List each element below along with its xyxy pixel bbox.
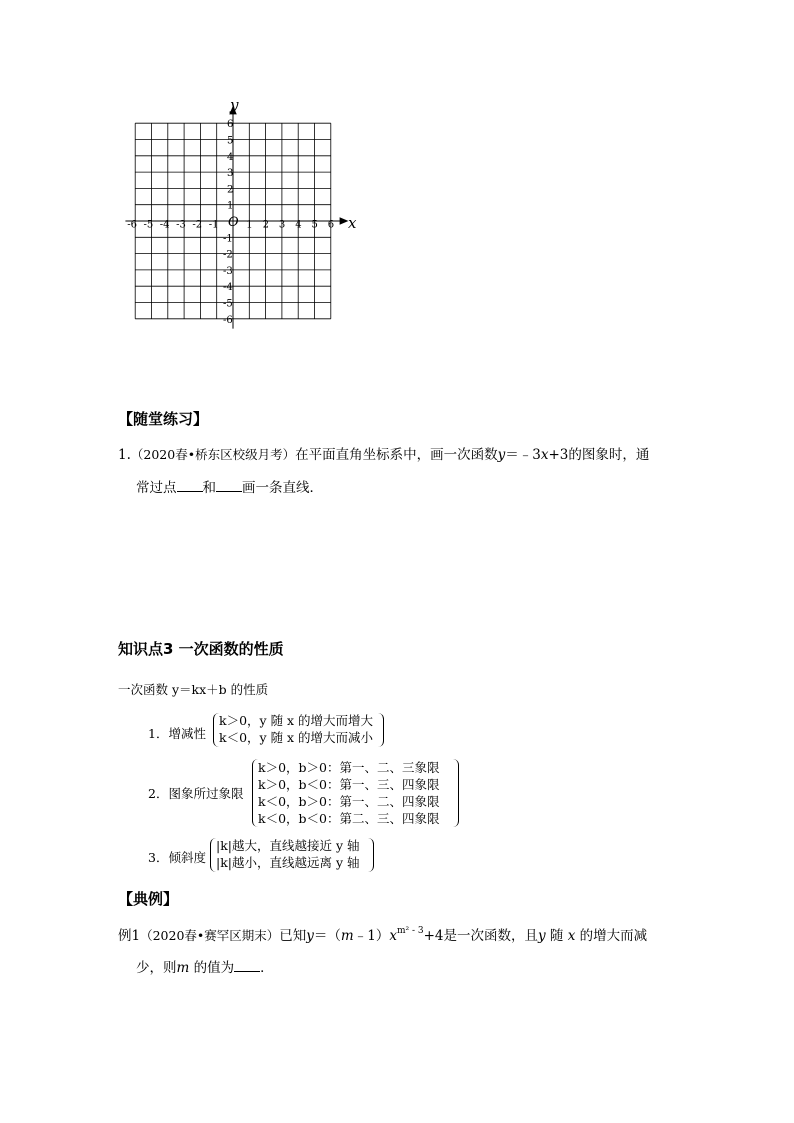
example-t5: 随 [545,928,568,944]
example-heading: 【典例】 [118,890,179,908]
example-t3: ﹣1） [353,928,390,944]
example-x: x [389,928,397,944]
x-tick-label: -1 [208,219,219,231]
x-tick-label: 4 [295,219,302,231]
x-tick-label: 1 [246,219,253,231]
kp3-intro: 一次函数 y＝kx＋b 的性质 [118,682,269,697]
example-x-2: x [567,928,576,944]
example-line2-end: ． [260,960,274,976]
y-tick-label: -3 [223,265,233,277]
example-m: m [340,928,354,944]
x-tick-label: 2 [262,219,269,231]
practice-question-1 [118,445,678,465]
q1-line2-a: 常过点 [136,480,177,496]
example-y-2: y [538,928,546,944]
example-t4: +4是一次函数，且 [423,928,538,944]
p3-row: |k|越大，直线越接近 y 轴 [216,838,360,853]
p1-brace-right [378,713,384,747]
x-tick-label: 3 [278,219,286,231]
p2-label: 2．图象所过象限 [148,786,244,801]
q1-func-tail: +3 [548,447,569,463]
q1-func-y: y [497,447,506,463]
x-tick-label: -4 [159,219,170,231]
p3-label: 3．倾斜度 [148,850,206,865]
example-exponent: m² - 3 [396,926,424,936]
y-tick-label: 5 [227,135,234,147]
p2-rows [258,759,439,827]
p1-rows [219,712,373,746]
example-label: 例1 [118,928,141,944]
example-line2-a: 少，则 [136,960,177,976]
p2-row: k＜0，b＜0：第二、三、四象限 [258,811,440,826]
y-tick-label: -1 [223,233,233,245]
x-tick-label: -6 [127,219,137,231]
x-tick-label: -3 [176,219,186,231]
y-tick-label: 2 [227,184,234,196]
x-axis-label: x [348,214,357,232]
example-source: （2020春•赛罕区期末） [140,928,280,943]
p3-rows [216,837,360,871]
example-t2: ＝（ [313,928,341,944]
q1-number: 1. [118,447,131,463]
q1-text-b: 的图象时，通 [568,447,650,463]
x-tick-label: 6 [327,219,335,231]
x-tick-label: -5 [143,219,154,231]
q1-line2-b: 和 [202,480,216,496]
example-m-2: m [176,960,190,976]
p2-brace-right [453,759,459,827]
q1-func-x: x [540,447,549,463]
coordinate-grid [127,94,370,334]
y-tick-label: -6 [223,314,233,326]
practice-heading: 【随堂练习】 [118,410,209,428]
example-y: y [306,928,314,944]
p1-label: 1．增减性 [148,726,206,741]
example-line2-b: 的值为 [189,960,235,976]
y-tick-label: -5 [223,298,233,310]
q1-line2-c: 画一条直线． [242,480,323,496]
y-tick-label: 4 [227,151,234,163]
answer-blank-1[interactable] [177,479,203,492]
answer-blank-2[interactable] [216,479,242,492]
origin-label: O [228,215,239,230]
p1-row: k＞0，y 随 x 的增大而增大 [219,713,374,728]
example-t1: 已知 [279,928,307,944]
p3-brace-right [368,838,374,872]
x-tick-label: 5 [311,219,318,231]
y-tick-label: -4 [223,282,233,294]
y-tick-label: 6 [227,119,234,131]
y-tick-label: 3 [227,168,234,180]
x-axis-arrow [340,218,347,224]
p3-row: |k|越小，直线越远离 y 轴 [216,855,360,870]
kp3-heading: 知识点3 一次函数的性质 [118,640,284,658]
x-tick-label: -2 [192,219,203,231]
example-1-line2 [136,958,274,978]
example-t6: 的增大而减 [575,928,648,944]
y-tick-label: 1 [227,200,234,212]
p2-row: k＞0，b＞0：第一、二、三象限 [258,760,440,775]
p2-row: k＞0，b＜0：第一、三、四象限 [258,777,440,792]
p2-row: k＜0，b＞0：第一、二、四象限 [258,794,440,809]
q1-source: （2020春•桥东区校级月考） [130,447,296,462]
q1-text-a: 在平面直角坐标系中，画一次函数 [295,447,498,463]
p1-row: k＜0，y 随 x 的增大而减小 [219,730,374,745]
example-1 [118,926,688,948]
y-tick-label: -2 [223,249,233,261]
practice-question-1-line2 [136,478,323,498]
example-answer-blank[interactable] [234,959,260,972]
q1-func-rest: ＝﹣3 [505,447,541,463]
y-axis-label: y [230,96,239,114]
